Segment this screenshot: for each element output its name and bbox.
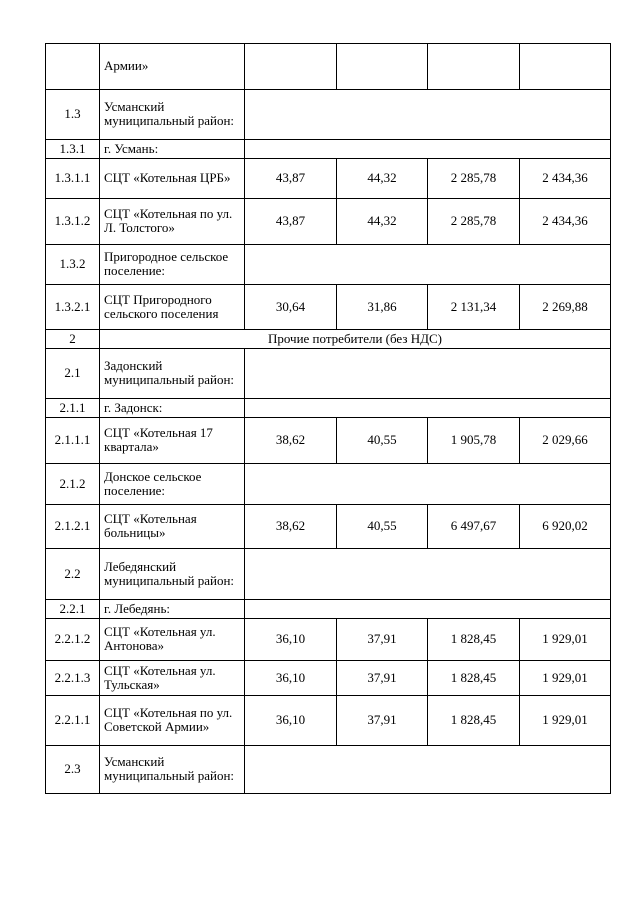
row-number	[46, 44, 100, 90]
row-number: 1.3.1.2	[46, 199, 100, 245]
value-cell: 37,91	[337, 696, 428, 746]
row-number: 1.3.2	[46, 245, 100, 285]
value-cell	[245, 44, 337, 90]
table-row	[46, 505, 611, 549]
table-row	[46, 619, 611, 661]
value-cell: 2 434,36	[520, 159, 611, 199]
table-row	[46, 746, 611, 794]
value-cell: 2 285,78	[428, 199, 520, 245]
value-cell: 6 920,02	[520, 505, 611, 549]
value-cell: 30,64	[245, 285, 337, 330]
row-number: 2.1.2	[46, 464, 100, 505]
empty-values-cell	[245, 90, 611, 140]
row-number: 2.2.1	[46, 600, 100, 619]
empty-values-cell	[245, 746, 611, 794]
row-name: г. Усмань:	[100, 140, 245, 159]
row-name: СЦТ Пригородного сельского поселения	[100, 285, 245, 330]
table-row	[46, 159, 611, 199]
table-row	[46, 600, 611, 619]
tariff-table-body	[46, 44, 611, 794]
value-cell: 38,62	[245, 505, 337, 549]
empty-values-cell	[245, 464, 611, 505]
empty-values-cell	[245, 549, 611, 600]
row-number: 1.3	[46, 90, 100, 140]
row-number: 2.2	[46, 549, 100, 600]
row-name: Армии»	[100, 44, 245, 90]
table-section-row	[46, 330, 611, 349]
row-number: 2.3	[46, 746, 100, 794]
value-cell: 2 269,88	[520, 285, 611, 330]
value-cell: 1 828,45	[428, 696, 520, 746]
value-cell: 37,91	[337, 661, 428, 696]
value-cell: 38,62	[245, 418, 337, 464]
table-row	[46, 418, 611, 464]
row-number: 2.1	[46, 349, 100, 399]
row-name: СЦТ «Котельная по ул. Советской Армии»	[100, 696, 245, 746]
row-name: Усманский муниципальный район:	[100, 90, 245, 140]
table-row	[46, 90, 611, 140]
empty-values-cell	[245, 349, 611, 399]
row-name: СЦТ «Котельная 17 квартала»	[100, 418, 245, 464]
table-row	[46, 464, 611, 505]
value-cell: 2 029,66	[520, 418, 611, 464]
value-cell: 43,87	[245, 199, 337, 245]
row-name: СЦТ «Котельная ул. Тульская»	[100, 661, 245, 696]
table-row	[46, 661, 611, 696]
row-number: 2	[46, 330, 100, 349]
row-number: 2.2.1.3	[46, 661, 100, 696]
row-name: СЦТ «Котельная по ул. Л. Толстого»	[100, 199, 245, 245]
value-cell: 31,86	[337, 285, 428, 330]
value-cell: 40,55	[337, 505, 428, 549]
value-cell: 36,10	[245, 661, 337, 696]
value-cell: 43,87	[245, 159, 337, 199]
row-name: СЦТ «Котельная больницы»	[100, 505, 245, 549]
row-number: 1.3.1.1	[46, 159, 100, 199]
empty-values-cell	[245, 600, 611, 619]
row-number: 2.1.1.1	[46, 418, 100, 464]
value-cell	[520, 44, 611, 90]
row-name: Лебедянский муниципальный район:	[100, 549, 245, 600]
row-name: Усманский муниципальный район:	[100, 746, 245, 794]
row-number: 1.3.2.1	[46, 285, 100, 330]
value-cell	[428, 44, 520, 90]
value-cell: 36,10	[245, 619, 337, 661]
row-number: 2.1.2.1	[46, 505, 100, 549]
table-row	[46, 285, 611, 330]
row-name: Донское сельское поселение:	[100, 464, 245, 505]
table-row	[46, 696, 611, 746]
empty-values-cell	[245, 399, 611, 418]
value-cell: 2 434,36	[520, 199, 611, 245]
row-number: 2.2.1.1	[46, 696, 100, 746]
row-number: 1.3.1	[46, 140, 100, 159]
row-name: Задонский муниципальный район:	[100, 349, 245, 399]
table-row	[46, 199, 611, 245]
value-cell: 44,32	[337, 159, 428, 199]
table-row	[46, 140, 611, 159]
value-cell: 1 828,45	[428, 619, 520, 661]
empty-values-cell	[245, 140, 611, 159]
row-name: Пригородное сельское поселение:	[100, 245, 245, 285]
value-cell: 1 929,01	[520, 661, 611, 696]
row-name: г. Задонск:	[100, 399, 245, 418]
empty-values-cell	[245, 245, 611, 285]
table-row	[46, 549, 611, 600]
value-cell: 1 929,01	[520, 696, 611, 746]
table-row	[46, 399, 611, 418]
value-cell: 37,91	[337, 619, 428, 661]
row-name: г. Лебедянь:	[100, 600, 245, 619]
value-cell: 1 828,45	[428, 661, 520, 696]
row-number: 2.1.1	[46, 399, 100, 418]
value-cell: 1 929,01	[520, 619, 611, 661]
value-cell: 36,10	[245, 696, 337, 746]
row-number: 2.2.1.2	[46, 619, 100, 661]
value-cell: 1 905,78	[428, 418, 520, 464]
value-cell	[337, 44, 428, 90]
value-cell: 44,32	[337, 199, 428, 245]
section-title: Прочие потребители (без НДС)	[100, 330, 611, 349]
row-name: СЦТ «Котельная ул. Антонова»	[100, 619, 245, 661]
table-row	[46, 44, 611, 90]
tariff-table	[45, 43, 611, 794]
value-cell: 2 131,34	[428, 285, 520, 330]
value-cell: 40,55	[337, 418, 428, 464]
table-row	[46, 349, 611, 399]
table-row	[46, 245, 611, 285]
value-cell: 2 285,78	[428, 159, 520, 199]
value-cell: 6 497,67	[428, 505, 520, 549]
row-name: СЦТ «Котельная ЦРБ»	[100, 159, 245, 199]
